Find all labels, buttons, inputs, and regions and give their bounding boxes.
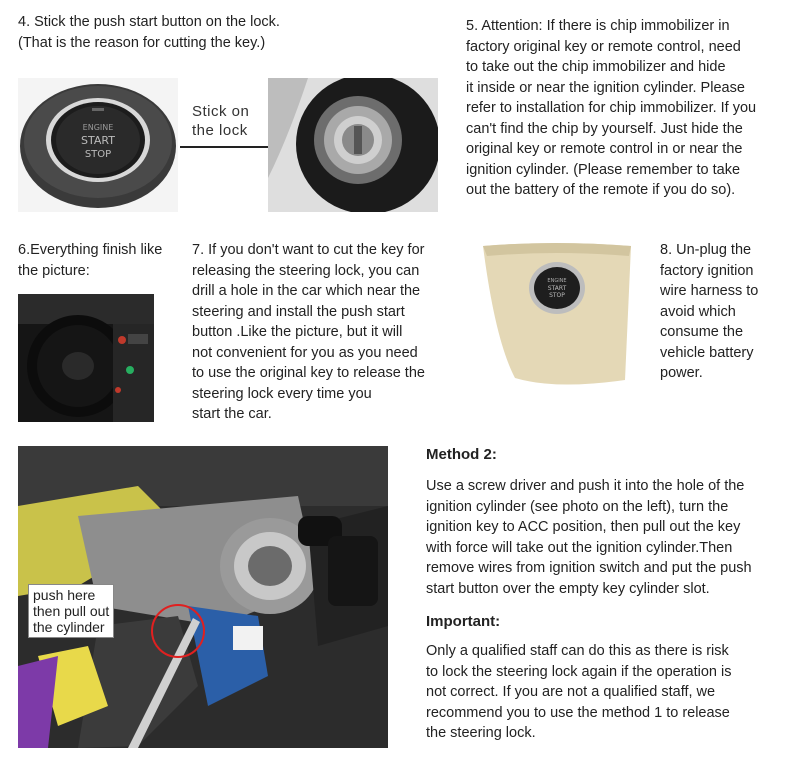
push-button-illustration bbox=[18, 78, 178, 212]
steering-column-photo bbox=[18, 446, 388, 748]
button-word-2: START bbox=[81, 134, 115, 147]
car-interior-illustration bbox=[18, 294, 154, 422]
step4-instruction: 4. Stick the push start button on the lock. (That is the reason for cutting the key.) bbox=[18, 14, 280, 51]
important-text: Only a qualified staff can do this as there is risk to lock the steering lock again if the operation is not correct. If you are not a qualified staff, we recommend you to use the method 1 to release the steering lock. bbox=[426, 643, 732, 741]
method2-heading: Method 2: bbox=[426, 446, 497, 463]
step5-attention-text: 5. Attention: If there is chip immobilizer in factory original key or remote control, need to take out the chip immobilizer and hide it inside or near the ignition cylinder. Please refer to installation for chip immobilizer. If you can't find the chip by yourself. Just hide the original key or remote control in or near the ignition cylinder. (Please remember to take out the battery of the remote if you do so). bbox=[466, 18, 757, 198]
panel-button-word-2: START bbox=[547, 285, 567, 292]
stick-on-lock-callout: Stick on the lock bbox=[192, 103, 250, 139]
ignition-lock-photo bbox=[268, 78, 438, 212]
important-heading: Important: bbox=[426, 613, 501, 630]
push-here-label: push here then pull out the cylinder bbox=[28, 584, 114, 638]
beige-panel-illustration bbox=[475, 240, 640, 390]
panel-button-word-1: ENGINE bbox=[547, 278, 567, 284]
button-word-1: ENGINE bbox=[82, 123, 114, 132]
beige-panel-photo bbox=[475, 240, 640, 390]
push-button-photo bbox=[18, 78, 178, 212]
panel-button-word-3: STOP bbox=[549, 292, 565, 299]
step8-instruction: 8. Un-plug the factory ignition wire harness to avoid which consume the vehicle battery power. bbox=[660, 242, 759, 381]
car-interior-photo bbox=[18, 294, 154, 422]
step7-instruction: 7. If you don't want to cut the key for releasing the steering lock, you can drill a hole in the car which near the steering and install the push start button .Like the picture, but it will not convenient for you as you need to use the original key to release the steering lock every time you start the car. bbox=[192, 242, 425, 422]
step6-instruction: 6.Everything finish like the picture: bbox=[18, 242, 163, 279]
method2-text: Use a screw driver and push it into the hole of the ignition cylinder (see photo on the left), turn the ignition key to ACC position, then pull out the key with force will take out the ignition cylinder.Then remove wires from ignition switch and put the push start button over the empty key cylinder slot. bbox=[426, 478, 752, 597]
ignition-lock-illustration bbox=[268, 78, 438, 212]
callout-connector-line bbox=[180, 146, 268, 148]
button-word-3: STOP bbox=[84, 149, 112, 160]
